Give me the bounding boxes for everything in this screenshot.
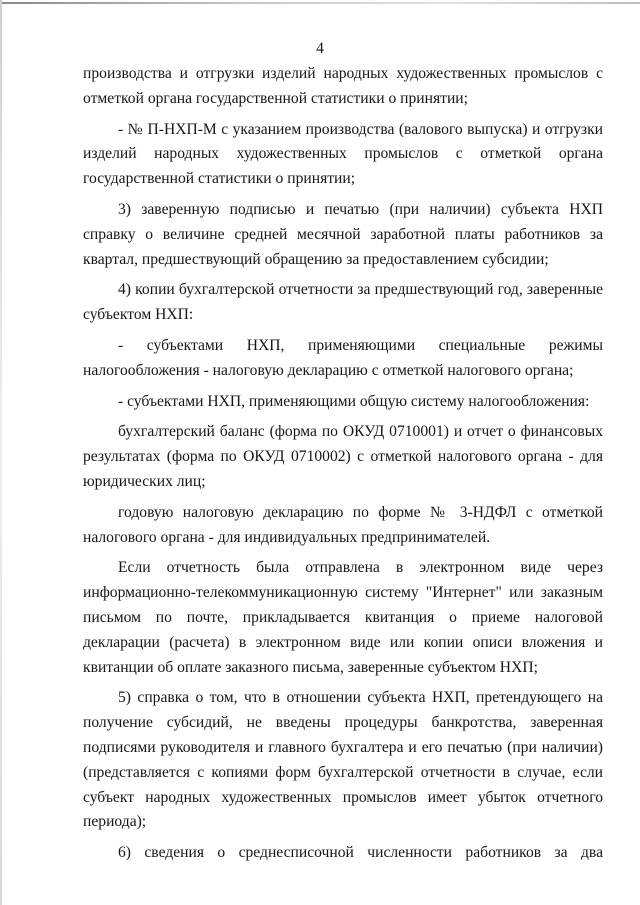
paragraph-item-5: 5) справка о том, что в отношении субъекта НХП, претендующего на получение субсидий, не введены процедуры банкротства, заверенная подписями руководителя и главного бухгалтера и его печатью (при наличии) (представляется с копиями форм бухгалтерской отчетности в случае, если субъект народных художественных промыслов имеет убыток отчетного периода); <box>83 689 603 831</box>
paragraph-general-system: - субъектами НХП, применяющими общую систему налогообложения: <box>118 392 590 410</box>
paragraph-electronic-reporting: Если отчетность была отправлена в электронном виде через информационно-телекоммуникационную систему "Интернет" или заказным письмом по почте, прикладывается квитанция о приеме налоговой декларации (расчета) в электронном виде или копии описи вложения и квитанции об оплате заказного письма, заверенные субъектом НХП; <box>83 559 603 676</box>
paragraph-nhp-m-form: - № П-НХП-М с указанием производства (валового выпуска) и отгрузки изделий народных художественных промыслов с отметкой органа государственной статистики о принятии; <box>83 120 603 188</box>
paragraph-tax-declaration: годовую налоговую декларацию по форме № 3-НДФЛ с отметкой налогового органа - для индивидуальных предпринимателей. <box>83 503 603 546</box>
special-word: применяющими <box>308 336 416 354</box>
special-regimes-continuation: налогообложения - налоговую декларацию с отметкой налогового органа; <box>83 361 574 379</box>
special-word: режимы <box>548 336 603 354</box>
paragraph-item-6: 6) сведения о среднесписочной численности работников за два <box>118 844 603 862</box>
special-word: специальные <box>438 336 526 354</box>
document-body <box>83 62 603 866</box>
paragraph-continuation: производства и отгрузки изделий народных художественных промыслов с отметкой органа государственной статистики о принятии; <box>83 65 603 107</box>
special-word: - <box>118 336 124 354</box>
paragraph-balance-sheet: бухгалтерский баланс (форма по ОКУД 0710001) и отчет о финансовых результатах (форма по ОКУД 0710002) с отметкой налогового органа - для юридических лиц; <box>83 423 603 490</box>
paragraph-item-4: 4) копии бухгалтерской отчетности за предшествующий год, заверенные субъектом НХП: <box>83 281 603 324</box>
paragraph-item-3: 3) заверенную подписью и печатью (при наличии) субъекта НХП справку о величине средней месячной заработной платы работников за квартал, предшествующий обращению за предоставлением субсидии; <box>83 200 603 268</box>
special-regimes-line <box>83 334 603 359</box>
page-number: 4 <box>316 40 324 57</box>
scan-top-edge <box>0 2 640 4</box>
special-word: НХП, <box>246 336 285 354</box>
special-word: субъектами <box>146 336 224 354</box>
scan-left-edge <box>0 0 2 905</box>
